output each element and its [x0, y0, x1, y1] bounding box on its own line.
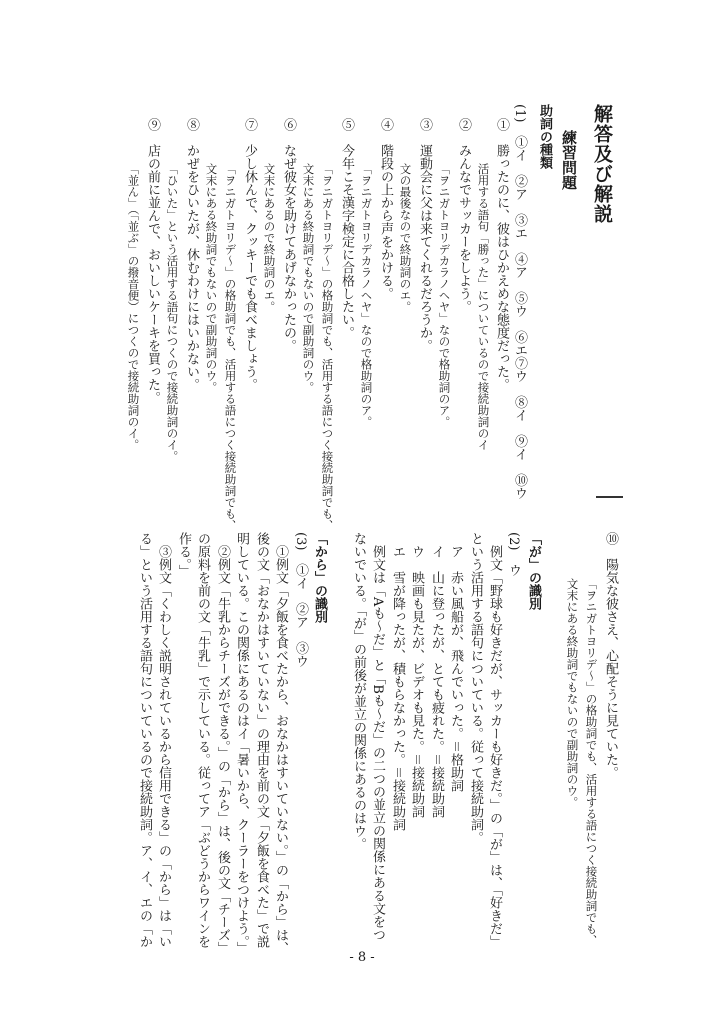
- section2-line-7: 例文は「Aも～だ」と「Bも～だ」の二つの並立の関係にある文をつ: [370, 545, 385, 941]
- section2-option-i: イ 山に登ったが、とても疲れた。＝接続助詞: [429, 545, 444, 818]
- section3-line-8: る」という活用する語句についているので接続助詞。ア、イ、エの「か: [137, 532, 152, 948]
- item10-note: 「ヲニガトヨリデ～」の格助詞でも、活用する語につく接続助詞でも、: [584, 578, 599, 946]
- section1-answers: (1) ①イ ②ア ③エ ④ア ⑤ウ ⑥エ⑦ウ ⑧イ ⑨イ ⑩ウ: [512, 104, 527, 500]
- section3-line-1: ①例文「夕飯を食べたから、おなかはすいていない。」の「から」は、: [273, 545, 288, 955]
- page-number: - 8 -: [349, 950, 375, 965]
- item9-sentence: ⑨ 店の前に並んで、おいしいケーキを買った。: [145, 118, 160, 404]
- item8-note: 「ひいた」という活用する語句につくので接続助詞のイ。: [165, 163, 180, 462]
- section3-line-7: ③例文「くわしく説明されているから信用できる」の「から」は「い: [156, 545, 171, 948]
- item6-note: 文末にあるので終助詞のエ。: [262, 163, 277, 313]
- item4-sentence: ④ 階段の上から声をかける。: [378, 118, 393, 300]
- item2-sentence: ② みんなでサッカーをしよう。: [456, 118, 471, 313]
- item10-sentence: ⑩ 陽気な彼さえ、心配そうに見ていた。: [603, 532, 618, 779]
- section2-line-2: という活用する語句についている。従って接続助詞。: [468, 532, 483, 844]
- item7-sentence: ⑦ 少し休んで、クッキーでも食べましょう。: [242, 118, 257, 391]
- item5-note-2: 文末にある終助詞でもないので副助詞のウ。: [301, 163, 316, 393]
- item10-note-2: 文末にある終助詞でもないので副助詞のウ。: [565, 578, 580, 808]
- section2-option-u: ウ 映画も見たが、ビデオも見た。＝接続助詞: [409, 545, 424, 818]
- section3-line-5: の原料を前の文「牛乳」で示している。従ってア「ぶどうからワインを: [195, 532, 210, 948]
- item7-note: 「ヲニガトヨリデ～」の格助詞でも、活用する語につく接続助詞でも、: [223, 163, 238, 531]
- section3-line-3: 明している。この関係にあるのはイ「暑いから、クーラーをつけよう。」: [234, 532, 249, 955]
- section3-line-4: ②例文「牛乳からチーズができる。」の「から」は、後の文「チーズ」: [215, 545, 230, 955]
- item9-note: 「並ん」（「並ぶ」の撥音便）につくので接続助詞のイ。: [126, 163, 141, 451]
- section2-answer: (2) ウ: [506, 532, 521, 577]
- item3-sentence: ③ 運動会に父は来てくれるだろうか。: [417, 118, 432, 352]
- section2-option-e: エ 雪が降ったが、積もらなかった。＝接続助詞: [390, 545, 405, 831]
- section2-heading: 「が」の識別: [526, 532, 541, 610]
- section3-heading: 「から」の識別: [312, 532, 327, 623]
- item4-note: 「ヲニガトヨリデカラノヘヤ」なので格助詞のア。: [359, 163, 374, 428]
- exercise-heading: 練習問題: [560, 130, 578, 190]
- item8-sentence: ⑧ かぜをひいたが、休むわけにはいかない。: [184, 118, 199, 391]
- item2-note: 「ヲニガトヨリデカラノヘヤ」なので格助詞のア。: [437, 163, 452, 428]
- section-divider: [596, 496, 623, 498]
- item5-note: 「ヲニガトヨリデ～」の格助詞でも、活用する語につく接続助詞でも、: [320, 163, 335, 531]
- page-title: 解答及び解説: [591, 104, 613, 224]
- item7-note-2: 文末にある終助詞でもないので副助詞のウ。: [204, 163, 219, 393]
- section2-line-8: ないでいる。「が」の前後が並立の関係にあるのはウ。: [351, 532, 366, 851]
- section2-option-a: ア 赤い風船が、飛んでいった。＝格助詞: [448, 545, 463, 793]
- item3-note: 文の最後なので終助詞のエ。: [398, 163, 413, 313]
- section1-heading: 助詞の種類: [537, 104, 552, 169]
- item1-sentence: ① 勝ったのに、彼はひかえめな態度だった。: [494, 118, 509, 391]
- item1-note: 活用する語句「勝った」についているので接続助詞のイ: [476, 163, 491, 451]
- section3-line-2: 後の文「おなかはすいていない」の理由を前の文「夕飯を食べた」で説: [254, 532, 269, 948]
- section3-answer: (3) ①イ ②ア ③ウ: [293, 532, 308, 668]
- item6-sentence: ⑥ なぜ彼女を助けてあげなかったの。: [281, 118, 296, 352]
- item5-sentence: ⑤ 今年こそ漢字検定に合格したい。: [339, 118, 354, 339]
- section3-line-6: 作る。」: [176, 532, 191, 578]
- section2-line-1: 例文「野球も好きだが、サッカーも好きだ。」の「が」は、「好きだ」: [487, 545, 502, 948]
